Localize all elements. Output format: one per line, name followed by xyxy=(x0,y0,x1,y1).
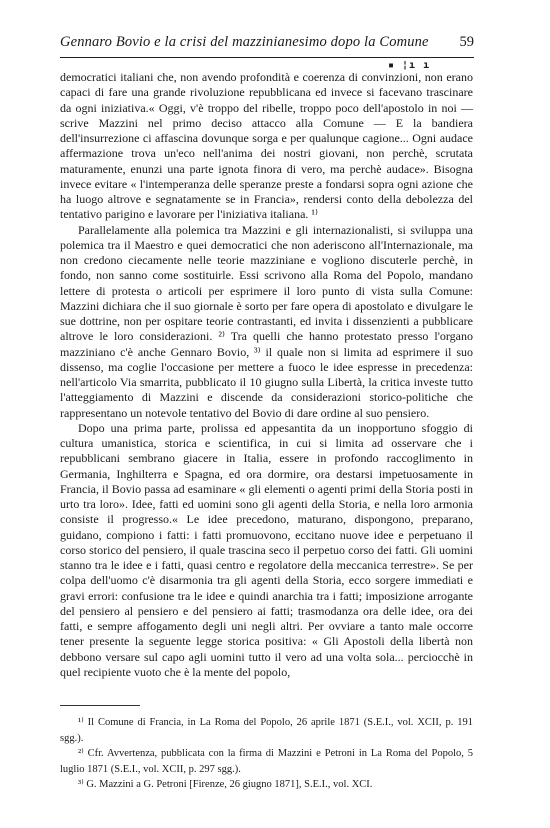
paragraph: democratici italiani che, non avendo profondità e coerenza di convinzioni, non erano capaci di fare una grande rivoluzione repubblicana ed invece si facevano trascinare da ogni iniziativa.« Oggi, v'è troppo del ribelle, troppo poco dell'apostolo in noi — scrive Mazzini nel primo deciso attacco alla Comune — E la bandiera dell'insurrezione ci affascina dovunque sorga e per qualunque cagione... Ogni audace affermazione trova un'eco nell'anima dei nostri giovani, non perchè, scrutata maturamente, enunzi una parte ignota finora di vero, ma perchè audace». Bisogna invece evitare « l'intemperanza delle speranze preste a fondarsi sopra ogni azione che ha luogo altrove e segnatamente se in Francia», rendersi conto della debolezza del tentativo parigino e lavorare per l'iniziativa italiana. ¹⁾ xyxy=(60,70,473,222)
paragraph: Parallelamente alla polemica tra Mazzini e gli internazionalisti, si sviluppa una polemica tra il Maestro e quei democratici che non aderiscono all'Internazionale, ma non credono ciecamente nelle teorie mazziniane e vogliono discuterle perchè, in fondo, non sanno come sostituirle. Essi scrivono alla Roma del Popolo, mandano lettere di protesta o articoli per esprimere il loro punto di vista sulla Comune: Mazzini dichiara che il suo giornale è sorto per fare opera di apostolato e divulgare le sue dottrine, non per ospitare teorie contrastanti, ed invita i dissenzienti a pubblicare altrove le loro considerazioni. ²⁾ Tra quelli che hanno protestato presso l'organo mazziniano c'è anche Gennaro Bovio, ³⁾ il quale non si limita ad esprimere il suo dissenso, ma coglie l'occasione per mettere a fuoco le idee espresse in precedenza: nell'articolo Via smarrita, pubblicato il 10 giugno sulla Libertà, la critica investe tutto l'atteggiamento di Mazzini e discende da considerazioni storico-politiche che rappresentano un notevole tentativo del Bovio di dare ordine al suo pensiero. xyxy=(60,222,473,420)
body-text xyxy=(60,70,473,680)
header-rule xyxy=(60,57,474,58)
page-header xyxy=(60,34,474,54)
marginal-marks: ▪ ¦ı ı xyxy=(388,60,431,71)
footnote-rule xyxy=(60,705,140,706)
paragraph: Dopo una prima parte, prolissa ed appesantita da un inopportuno sfoggio di cultura umanistica, storica e scientifica, in cui si limita ad osservare che i repubblicani sembrano giacere in Italia, essere in profondo raccoglimento in Germania, Inghilterra e Spagna, ed ora dormire, ora destarsi impetuosamente in Francia, il Bovio passa ad esaminare « gli elementi o agenti primi della Storia posti in urto tra loro». Idee, fatti ed uomini sono gli agenti della Storia, e nella loro armonia consiste il progresso.« Le idee precedono, maturano, dispongono, preparano, guidano, compiono i fatti: i fatti promuovono, eccitano nuove idee e perpetuano il corso storico del pensiero, il quale trascina seco il perpetuo corso dei fatti. Gli uomini stanno tra le idee e i fatti, quasi centro e regolatore della meccanica terrestre». Se per colpa dell'uomo c'è disarmonia tra gli agenti della Storia, ecco sorgere immediati e gravi errori: confusione tra le idee e quindi anarchia tra i fatti; imposizione arrogante del pensiero al pensiero e del pensiero ai fatti; trasmodanza ora delle idee, ora dei fatti, e sempre affogamento degli uni negli altri. Per ovviare a tanto male occorre tener presente la seguente legge storica positiva: « Gli Apostoli della libertà non debbono versare sul capo agli uomini tutto il vero ad una volta sola... perciocchè in quel recipiente vuoto che è la mente del popolo, xyxy=(60,420,473,679)
running-title: Gennaro Bovio e la crisi del mazzinianesimo dopo la Comune xyxy=(60,34,429,50)
page-number: 59 xyxy=(459,34,474,50)
footnote: ³⁾ G. Mazzini a G. Petroni [Firenze, 26 giugno 1871], S.E.I., vol. XCI. xyxy=(78,779,373,790)
footnote: ²⁾ Cfr. Avvertenza, pubblicata con la firma di Mazzini e Petroni in La Roma del Popolo, 5 luglio 1871 (S.E.I., vol. XCII, p. 297 sgg.). xyxy=(60,748,473,775)
footnote: ¹⁾ Il Comune di Francia, in La Roma del Popolo, 26 aprile 1871 (S.E.I., vol. XCII, p. 191 sgg.). xyxy=(60,717,473,744)
footnotes xyxy=(60,715,473,793)
